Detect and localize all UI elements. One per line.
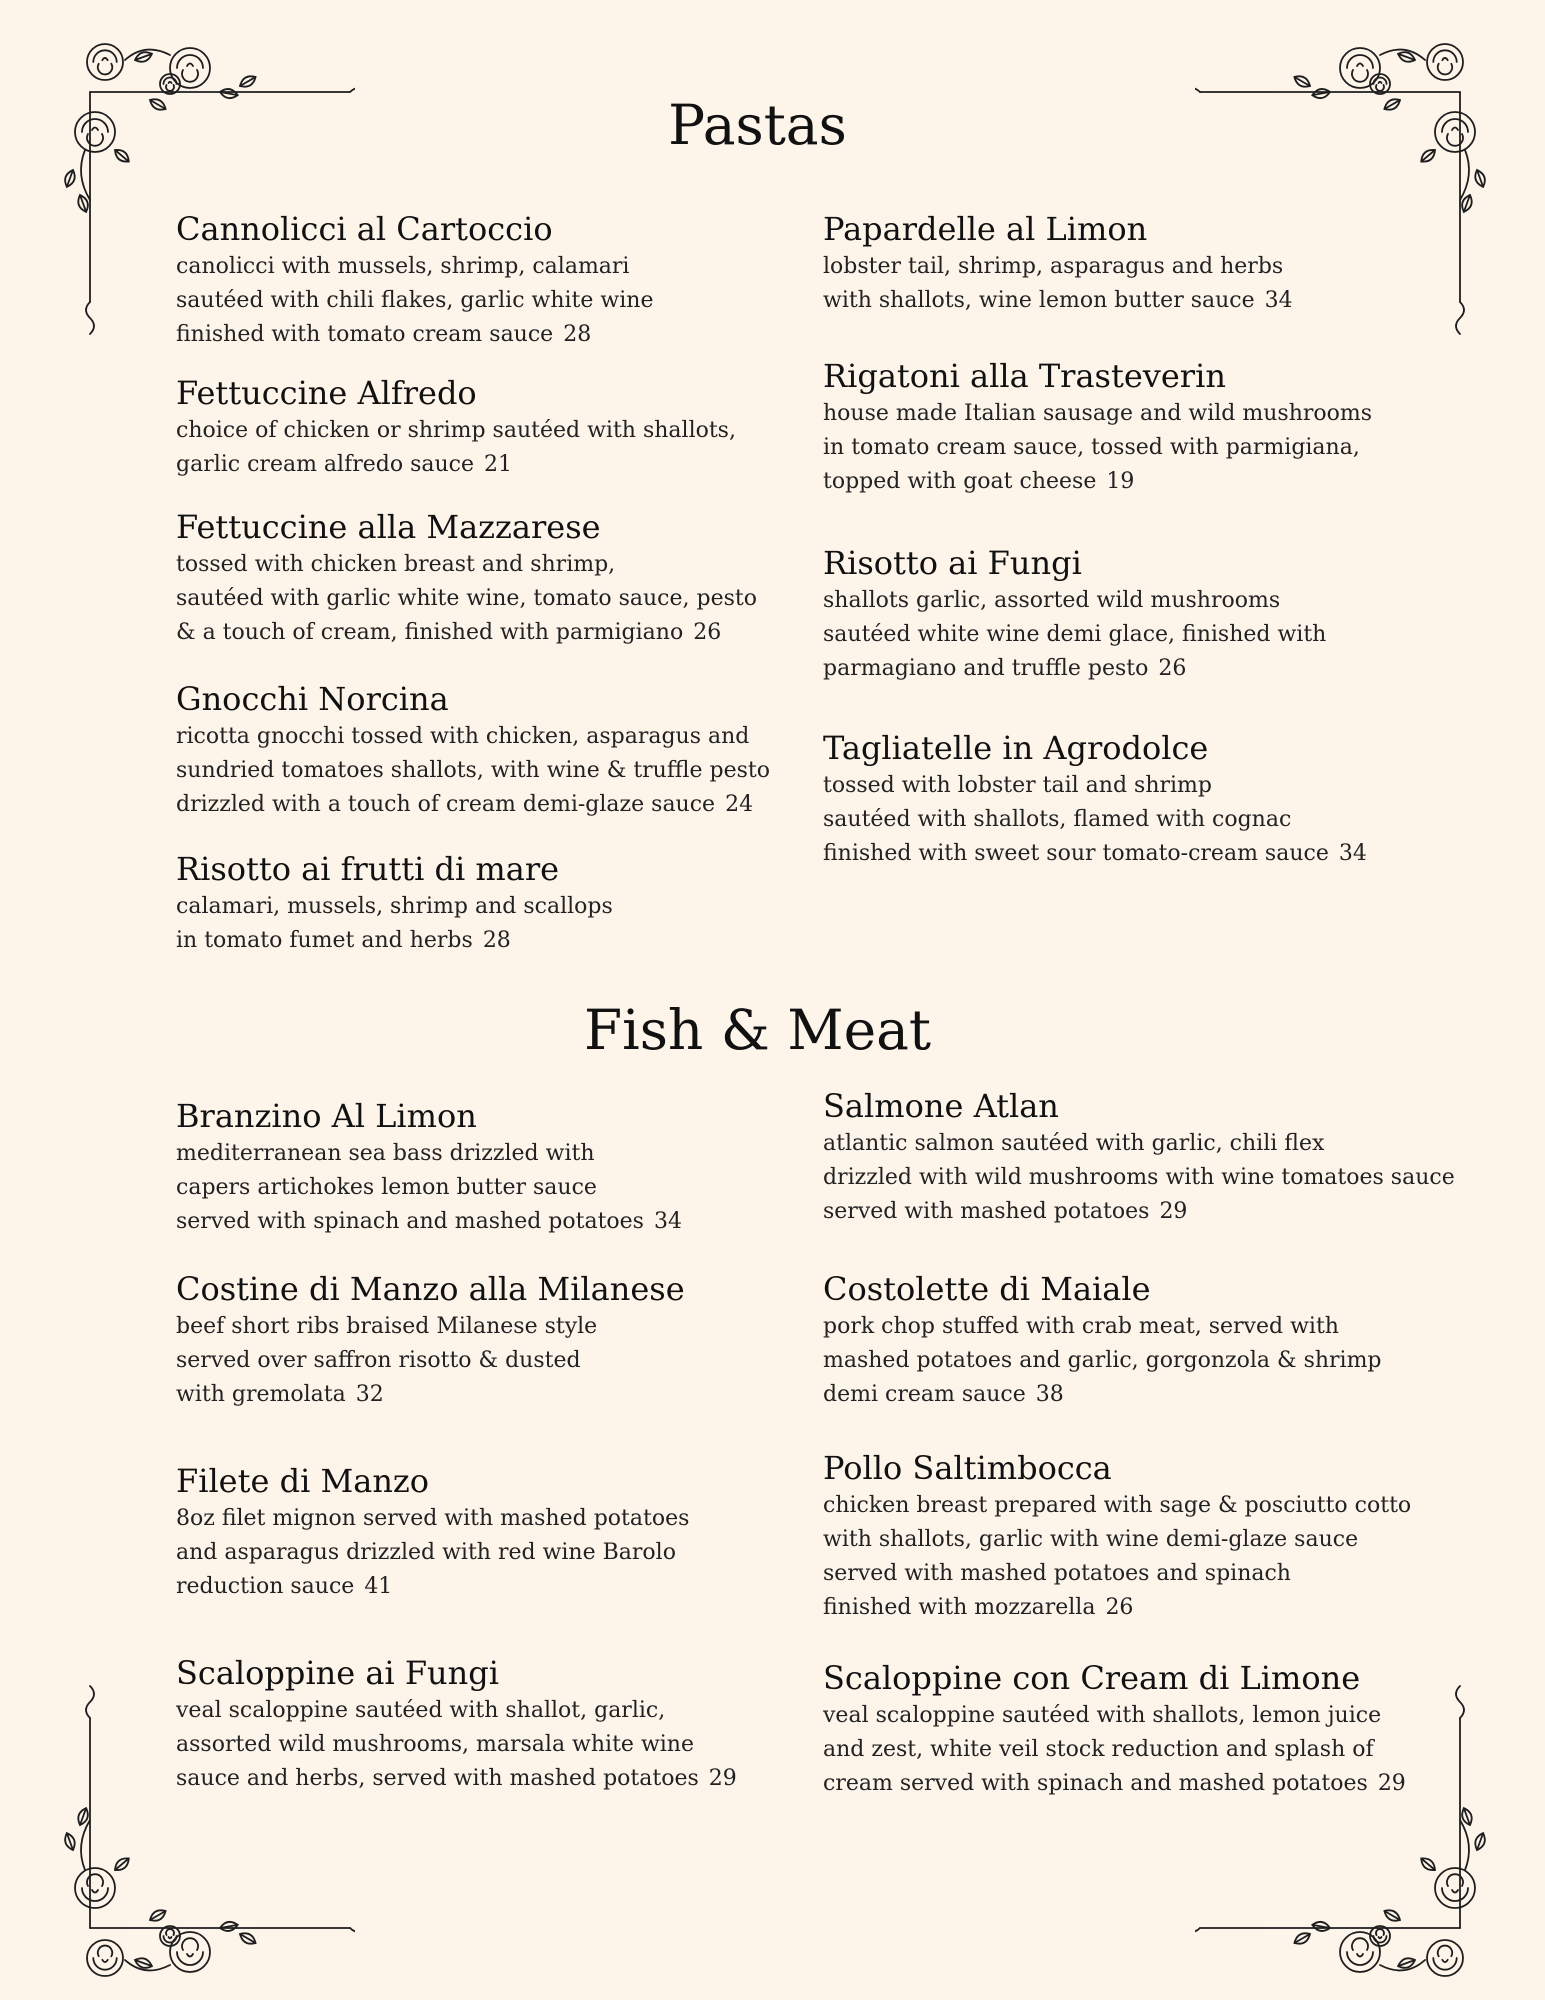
menu-item-description [823, 1489, 1411, 1625]
menu-item-name: Costolette di Maiale [823, 1270, 1151, 1308]
menu-item-name: Tagliatelle in Agrodolce [823, 729, 1209, 767]
description-line: mashed potatoes and garlic, gorgonzola & shrimp [823, 1348, 1382, 1373]
menu-item [176, 508, 757, 650]
description-line: calamari, mussels, shrimp and scallops [176, 894, 613, 919]
menu-item [823, 729, 1367, 871]
menu-item-name: Salmone Atlan [823, 1087, 1059, 1125]
pastas-section-title: Pastas [668, 93, 847, 157]
description-line: with shallots, garlic with wine demi-glaze sauce [823, 1527, 1359, 1552]
description-line: lobster tail, shrimp, asparagus and herbs [823, 254, 1284, 279]
menu-item-description [176, 1310, 685, 1412]
description-line: finished with tomato cream sauce [176, 322, 554, 347]
menu-item [823, 1449, 1411, 1625]
description-line: veal scaloppine sautéed with shallot, garlic, [176, 1698, 666, 1723]
menu-item-name: Risotto ai Fungi [823, 544, 1082, 582]
description-line: sautéed white wine demi glace, finished with [823, 622, 1327, 647]
description-line: sundried tomatoes shallots, with wine & truffle pesto [176, 758, 770, 783]
menu-item-price: 28 [482, 928, 511, 953]
menu-item [823, 1659, 1406, 1801]
description-line: sauce and herbs, served with mashed potatoes [176, 1766, 699, 1791]
menu-item-name: Rigatoni alla Trasteverin [823, 357, 1226, 395]
description-line: tossed with lobster tail and shrimp [823, 773, 1212, 798]
description-line: and asparagus drizzled with red wine Barolo [176, 1540, 676, 1565]
description-line: served with mashed potatoes and spinach [823, 1561, 1291, 1586]
description-line: in tomato fumet and herbs [176, 928, 473, 953]
menu-item [176, 210, 653, 352]
description-line: choice of chicken or shrimp sautéed with shallots, [176, 418, 736, 443]
menu-item-description [823, 1127, 1455, 1229]
description-line: drizzled with wild mushrooms with wine tomatoes sauce [823, 1165, 1455, 1190]
description-line: sautéed with garlic white wine, tomato sauce, pesto [176, 586, 757, 611]
description-line: sautéed with chili flakes, garlic white wine [176, 288, 654, 313]
description-line: ricotta gnocchi tossed with chicken, asparagus and [176, 724, 750, 749]
description-line: parmagiano and truffle pesto [823, 656, 1149, 681]
description-line: canolicci with mussels, shrimp, calamari [176, 254, 630, 279]
description-line: topped with goat cheese [823, 469, 1097, 494]
menu-item [823, 357, 1372, 499]
menu-item-price: 29 [1159, 1199, 1188, 1224]
description-line: shallots garlic, assorted wild mushrooms [823, 588, 1281, 613]
description-line: drizzled with a touch of cream demi-glaze sauce [176, 792, 716, 817]
menu-item [823, 210, 1293, 318]
menu-item-name: Filete di Manzo [176, 1462, 430, 1500]
description-line: in tomato cream sauce, tossed with parmigiana, [823, 435, 1360, 460]
menu-item-description [176, 250, 653, 352]
description-line: served over saffron risotto & dusted [176, 1348, 581, 1373]
description-line: & a touch of cream, finished with parmigiano [176, 620, 684, 645]
description-line: 8oz filet mignon served with mashed potatoes [176, 1506, 690, 1531]
menu-item-price: 34 [1338, 841, 1367, 866]
menu-item [176, 374, 736, 482]
menu-item-price: 28 [563, 322, 592, 347]
menu-item-description [176, 1137, 682, 1239]
menu-item [176, 1270, 685, 1412]
menu-item [176, 1654, 737, 1796]
description-line: finished with sweet sour tomato-cream sauce [823, 841, 1329, 866]
menu-item-name: Branzino Al Limon [176, 1097, 477, 1135]
menu-item-price: 26 [1158, 656, 1187, 681]
description-line: capers artichokes lemon butter sauce [176, 1175, 597, 1200]
menu-item [823, 1270, 1382, 1412]
description-line: veal scaloppine sautéed with shallots, lemon juice [823, 1703, 1382, 1728]
menu-item [823, 1087, 1455, 1229]
menu-item-name: Pollo Saltimbocca [823, 1449, 1112, 1487]
menu-item-name: Fettuccine Alfredo [176, 374, 477, 412]
menu-item-price: 24 [725, 792, 754, 817]
menu-item-description [176, 1694, 737, 1796]
menu-item [823, 544, 1326, 686]
menu-item-description [176, 720, 770, 822]
menu-item [176, 850, 613, 958]
menu-item-description [823, 397, 1372, 499]
menu-item-price: 41 [364, 1574, 393, 1599]
fish-meat-section-title: Fish & Meat [583, 998, 932, 1062]
menu-item-name: Risotto ai frutti di mare [176, 850, 560, 888]
menu-item-description [823, 584, 1326, 686]
menu-item-name: Gnocchi Norcina [176, 680, 449, 718]
description-line: tossed with chicken breast and shrimp, [176, 552, 616, 577]
description-line: sautéed with shallots, flamed with cognac [823, 807, 1292, 832]
menu-item-price: 38 [1035, 1382, 1064, 1407]
menu-item-price: 32 [355, 1382, 384, 1407]
description-line: house made Italian sausage and wild mushrooms [823, 401, 1373, 426]
menu-item-price: 21 [484, 452, 512, 477]
description-line: cream served with spinach and mashed potatoes [823, 1771, 1368, 1796]
menu-item-name: Papardelle al Limon [823, 210, 1148, 248]
menu-item-price: 34 [1264, 288, 1293, 313]
menu-item-description [176, 1502, 689, 1604]
description-line: reduction sauce [176, 1574, 355, 1599]
menu-item-description [176, 548, 757, 650]
description-line: with gremolata [176, 1382, 346, 1407]
description-line: garlic cream alfredo sauce [176, 452, 474, 477]
description-line: demi cream sauce [823, 1382, 1026, 1407]
menu-item-description [176, 414, 736, 482]
description-line: assorted wild mushrooms, marsala white wine [176, 1732, 694, 1757]
menu-item [176, 1097, 682, 1239]
menu-item [176, 1462, 689, 1604]
menu-item-name: Fettuccine alla Mazzarese [176, 508, 601, 546]
menu-item-description [823, 1310, 1382, 1412]
menu-item-price: 26 [1105, 1595, 1134, 1620]
description-line: beef short ribs braised Milanese style [176, 1314, 598, 1339]
menu-item-name: Cannolicci al Cartoccio [176, 210, 553, 248]
menu-item-name: Scaloppine con Cream di Limone [823, 1659, 1361, 1697]
description-line: finished with mozzarella [823, 1595, 1096, 1620]
menu-item-price: 34 [653, 1209, 682, 1234]
menu-item-price: 26 [693, 620, 722, 645]
menu-item-price: 29 [1377, 1771, 1406, 1796]
menu-item-price: 19 [1106, 469, 1135, 494]
menu-item-name: Costine di Manzo alla Milanese [176, 1270, 685, 1308]
description-line: mediterranean sea bass drizzled with [176, 1141, 595, 1166]
menu-item-name: Scaloppine ai Fungi [176, 1654, 499, 1692]
menu-item-price: 29 [708, 1766, 737, 1791]
description-line: served with spinach and mashed potatoes [176, 1209, 644, 1234]
menu-item-description [823, 769, 1367, 871]
description-line: atlantic salmon sautéed with garlic, chili flex [823, 1131, 1325, 1156]
description-line: chicken breast prepared with sage & posciutto cotto [823, 1493, 1412, 1518]
description-line: with shallots, wine lemon butter sauce [823, 288, 1255, 313]
menu-item-description [176, 890, 613, 958]
menu-item-description [823, 1699, 1406, 1801]
description-line: pork chop stuffed with crab meat, served with [823, 1314, 1339, 1339]
menu-item-description [823, 250, 1293, 318]
description-line: served with mashed potatoes [823, 1199, 1150, 1224]
description-line: and zest, white veil stock reduction and splash of [823, 1737, 1374, 1762]
menu-item [176, 680, 770, 822]
